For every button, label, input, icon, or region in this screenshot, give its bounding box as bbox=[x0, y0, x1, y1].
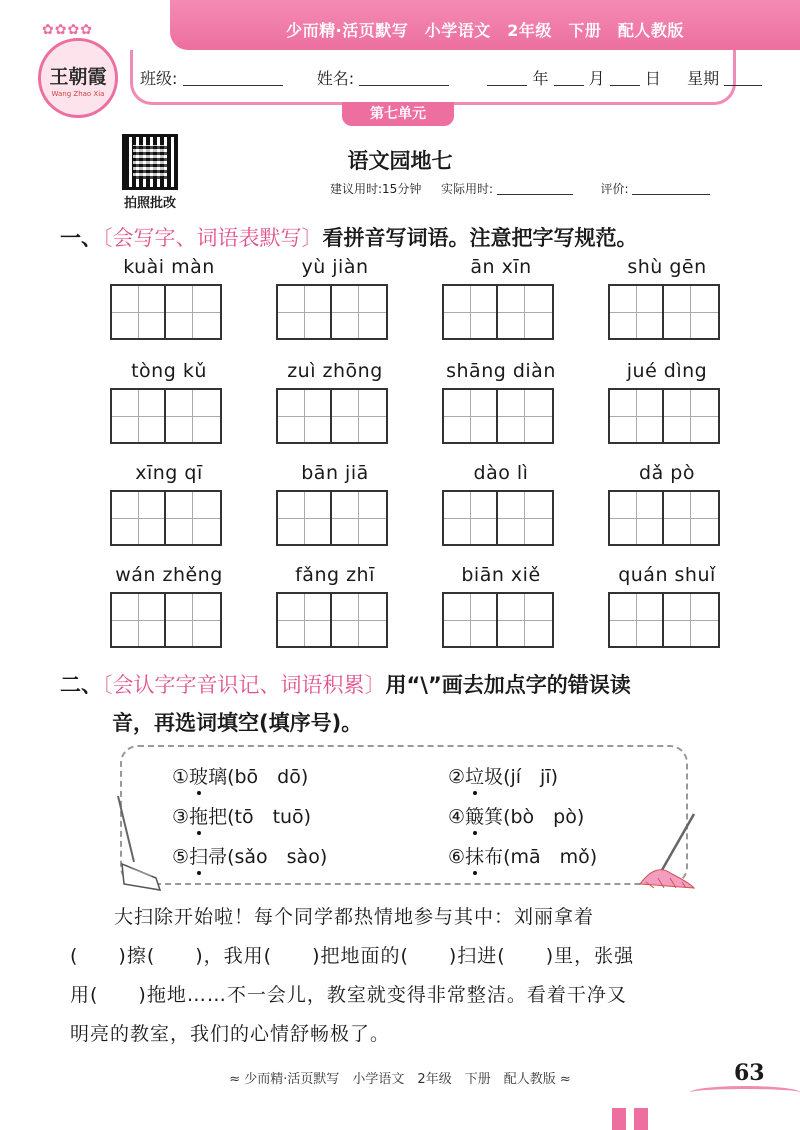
option-char: 圾 bbox=[484, 766, 504, 788]
option-char-dotted: 玻 bbox=[189, 766, 209, 788]
logo-subtext: Wang Zhao Xia bbox=[51, 90, 105, 98]
section-2-number: 二、 bbox=[60, 673, 102, 697]
word-item bbox=[276, 562, 394, 648]
writing-cell[interactable] bbox=[166, 284, 222, 340]
writing-cell[interactable] bbox=[442, 592, 498, 648]
series-title: 少而精·活页默写 小学语文 2年级 下册 配人教版 bbox=[286, 21, 684, 40]
year-label: 年 bbox=[532, 69, 549, 88]
word-item bbox=[442, 358, 560, 444]
word-item bbox=[110, 562, 228, 648]
option-reading[interactable]: (sǎo sào) bbox=[227, 846, 328, 868]
footer-text: ≈ 少而精·活页默写 小学语文 2年级 下册 配人教版 ≈ bbox=[229, 1072, 571, 1087]
word-item bbox=[608, 562, 726, 648]
option-item bbox=[172, 762, 308, 789]
passage bbox=[70, 898, 750, 1054]
section-1-heading bbox=[60, 222, 638, 252]
passage-line: 用( )拖地……不一会儿，教室就变得非常整洁。看着干净又 bbox=[70, 984, 627, 1006]
suggested-time: 建议用时:15分钟 bbox=[330, 182, 422, 196]
section-1-tag: 〔会写字、词语表默写〕 bbox=[102, 226, 323, 250]
pinyin-label: shù gēn bbox=[627, 256, 707, 278]
option-char-dotted: 垃 bbox=[465, 766, 485, 788]
pinyin-label: tòng kǔ bbox=[131, 360, 207, 382]
pinyin-label: wán zhěng bbox=[115, 564, 223, 586]
writing-cell[interactable] bbox=[442, 284, 498, 340]
crown-icon: ✿✿✿✿ bbox=[42, 22, 93, 38]
option-number: ⑥ bbox=[448, 846, 466, 868]
word-item bbox=[608, 460, 726, 546]
option-item bbox=[172, 842, 327, 869]
writing-cell[interactable] bbox=[608, 284, 664, 340]
writing-boxes bbox=[276, 490, 394, 546]
name-label: 姓名: bbox=[316, 69, 355, 88]
writing-cell[interactable] bbox=[166, 490, 222, 546]
pinyin-label: dǎ pò bbox=[639, 462, 695, 484]
word-item bbox=[276, 254, 394, 340]
pinyin-label: biān xiě bbox=[461, 564, 541, 586]
word-item bbox=[110, 254, 228, 340]
writing-cell[interactable] bbox=[110, 490, 166, 546]
option-char-dotted: 拖 bbox=[189, 806, 209, 828]
option-number: ② bbox=[448, 766, 466, 788]
writing-cell[interactable] bbox=[276, 592, 332, 648]
writing-cell[interactable] bbox=[664, 490, 720, 546]
option-reading[interactable]: (bō dō) bbox=[227, 766, 309, 788]
section-2-tag: 〔会认字字音识记、词语积累〕 bbox=[102, 673, 386, 697]
option-number: ⑤ bbox=[172, 846, 190, 868]
writing-boxes bbox=[110, 592, 228, 648]
option-reading[interactable]: (bò pò) bbox=[503, 806, 585, 828]
word-item bbox=[608, 358, 726, 444]
option-item bbox=[172, 802, 311, 829]
word-item bbox=[110, 460, 228, 546]
option-char: 璃 bbox=[208, 766, 228, 788]
option-char: 把 bbox=[208, 806, 228, 828]
page-number-swoosh bbox=[690, 1086, 800, 1099]
writing-boxes bbox=[442, 490, 560, 546]
writing-cell[interactable] bbox=[276, 284, 332, 340]
writing-boxes bbox=[442, 592, 560, 648]
option-char-dotted: 扫 bbox=[189, 846, 209, 868]
word-item bbox=[442, 254, 560, 340]
unit-tag: 第七单元 bbox=[342, 102, 454, 126]
writing-boxes bbox=[608, 388, 726, 444]
writing-boxes bbox=[110, 490, 228, 546]
day-label: 日 bbox=[644, 69, 661, 88]
writing-cell[interactable] bbox=[442, 490, 498, 546]
section-1-number: 一、 bbox=[60, 226, 102, 250]
page-number: 63 bbox=[734, 1060, 765, 1086]
option-char: 箕 bbox=[484, 806, 504, 828]
section-2-instruction-1: 用“\”画去加点字的错误读 bbox=[385, 673, 631, 697]
writing-boxes bbox=[608, 284, 726, 340]
writing-cell[interactable] bbox=[166, 592, 222, 648]
writing-cell[interactable] bbox=[442, 388, 498, 444]
option-reading[interactable]: (mā mǒ) bbox=[503, 846, 598, 868]
option-number: ③ bbox=[172, 806, 190, 828]
student-info-row bbox=[140, 66, 762, 89]
passage-line: 明亮的教室，我们的心情舒畅极了。 bbox=[70, 1023, 391, 1045]
option-reading[interactable]: (jí jī) bbox=[503, 766, 559, 788]
writing-cell[interactable] bbox=[110, 388, 166, 444]
option-item bbox=[448, 802, 584, 829]
edge-tab bbox=[634, 1108, 648, 1130]
word-item bbox=[276, 358, 394, 444]
writing-cell[interactable] bbox=[498, 592, 554, 648]
pinyin-label: zuì zhōng bbox=[287, 360, 383, 382]
class-field[interactable] bbox=[183, 69, 283, 86]
writing-cell[interactable] bbox=[608, 592, 664, 648]
writing-cell[interactable] bbox=[276, 388, 332, 444]
writing-cell[interactable] bbox=[110, 284, 166, 340]
writing-boxes bbox=[276, 592, 394, 648]
writing-cell[interactable] bbox=[664, 592, 720, 648]
writing-cell[interactable] bbox=[498, 284, 554, 340]
mop-icon bbox=[632, 812, 702, 892]
word-item bbox=[442, 562, 560, 648]
logo-text: 王朝霞 bbox=[49, 66, 107, 88]
writing-cell[interactable] bbox=[332, 284, 388, 340]
month-field[interactable] bbox=[554, 69, 584, 86]
pinyin-label: jué dìng bbox=[626, 360, 708, 382]
writing-cell[interactable] bbox=[332, 592, 388, 648]
writing-boxes bbox=[442, 388, 560, 444]
pinyin-label: shāng diàn bbox=[446, 360, 556, 382]
word-item bbox=[276, 460, 394, 546]
option-char-dotted: 簸 bbox=[465, 806, 485, 828]
writing-cell[interactable] bbox=[664, 388, 720, 444]
pinyin-label: quán shuǐ bbox=[618, 564, 716, 586]
passage-line: 大扫除开始啦！每个同学都热情地参与其中：刘丽拿着 bbox=[114, 906, 595, 928]
word-item bbox=[442, 460, 560, 546]
writing-boxes bbox=[110, 388, 228, 444]
option-number: ① bbox=[172, 766, 190, 788]
writing-cell[interactable] bbox=[608, 388, 664, 444]
writing-cell[interactable] bbox=[332, 490, 388, 546]
pinyin-label: xīng qī bbox=[135, 462, 203, 484]
name-field[interactable] bbox=[359, 69, 449, 86]
option-char: 布 bbox=[484, 846, 504, 868]
option-number: ④ bbox=[448, 806, 466, 828]
writing-cell[interactable] bbox=[166, 388, 222, 444]
time-row bbox=[330, 180, 710, 197]
pinyin-label: dào lì bbox=[473, 462, 529, 484]
writing-cell[interactable] bbox=[664, 284, 720, 340]
writing-boxes bbox=[276, 284, 394, 340]
month-label: 月 bbox=[588, 69, 605, 88]
qr-code-icon[interactable] bbox=[122, 134, 178, 190]
class-label: 班级: bbox=[140, 69, 178, 88]
option-char-dotted: 抹 bbox=[465, 846, 485, 868]
option-item bbox=[448, 842, 597, 869]
section-2-instruction-2: 音，再选词填空(填序号)。 bbox=[112, 711, 363, 735]
actual-time-label: 实际用时: bbox=[440, 182, 494, 196]
pinyin-label: ān xīn bbox=[470, 256, 532, 278]
broom-icon bbox=[112, 792, 170, 892]
page-title: 语文园地七 bbox=[347, 149, 453, 173]
writing-cell[interactable] bbox=[608, 490, 664, 546]
pinyin-label: bān jiā bbox=[301, 462, 369, 484]
writing-cell[interactable] bbox=[498, 490, 554, 546]
writing-boxes bbox=[276, 388, 394, 444]
edge-tab bbox=[612, 1108, 626, 1130]
section-2-heading bbox=[60, 666, 750, 742]
writing-boxes bbox=[608, 592, 726, 648]
qr-label: 拍照批改 bbox=[123, 196, 176, 211]
day-field[interactable] bbox=[610, 69, 640, 86]
actual-time-field[interactable] bbox=[497, 182, 573, 195]
writing-boxes bbox=[442, 284, 560, 340]
writing-cell[interactable] bbox=[110, 592, 166, 648]
word-item bbox=[110, 358, 228, 444]
option-item bbox=[448, 762, 558, 789]
evaluation-field[interactable] bbox=[632, 182, 710, 195]
writing-boxes bbox=[110, 284, 228, 340]
evaluation-label: 评价: bbox=[600, 182, 629, 196]
section-1-instruction: 看拼音写词语。注意把字写规范。 bbox=[322, 226, 638, 250]
weekday-label: 星期 bbox=[687, 69, 720, 88]
option-reading[interactable]: (tō tuō) bbox=[227, 806, 312, 828]
pinyin-label: fǎng zhī bbox=[295, 564, 375, 586]
pinyin-label: yù jiàn bbox=[301, 256, 369, 278]
writing-cell[interactable] bbox=[498, 388, 554, 444]
writing-cell[interactable] bbox=[276, 490, 332, 546]
year-field[interactable] bbox=[487, 69, 527, 86]
writing-boxes bbox=[608, 490, 726, 546]
word-item bbox=[608, 254, 726, 340]
weekday-field[interactable] bbox=[724, 69, 762, 86]
option-char: 帚 bbox=[208, 846, 228, 868]
writing-cell[interactable] bbox=[332, 388, 388, 444]
pinyin-label: kuài màn bbox=[123, 256, 215, 278]
passage-line: ( )擦( )，我用( )把地面的( )扫进( )里，张强 bbox=[70, 945, 635, 967]
